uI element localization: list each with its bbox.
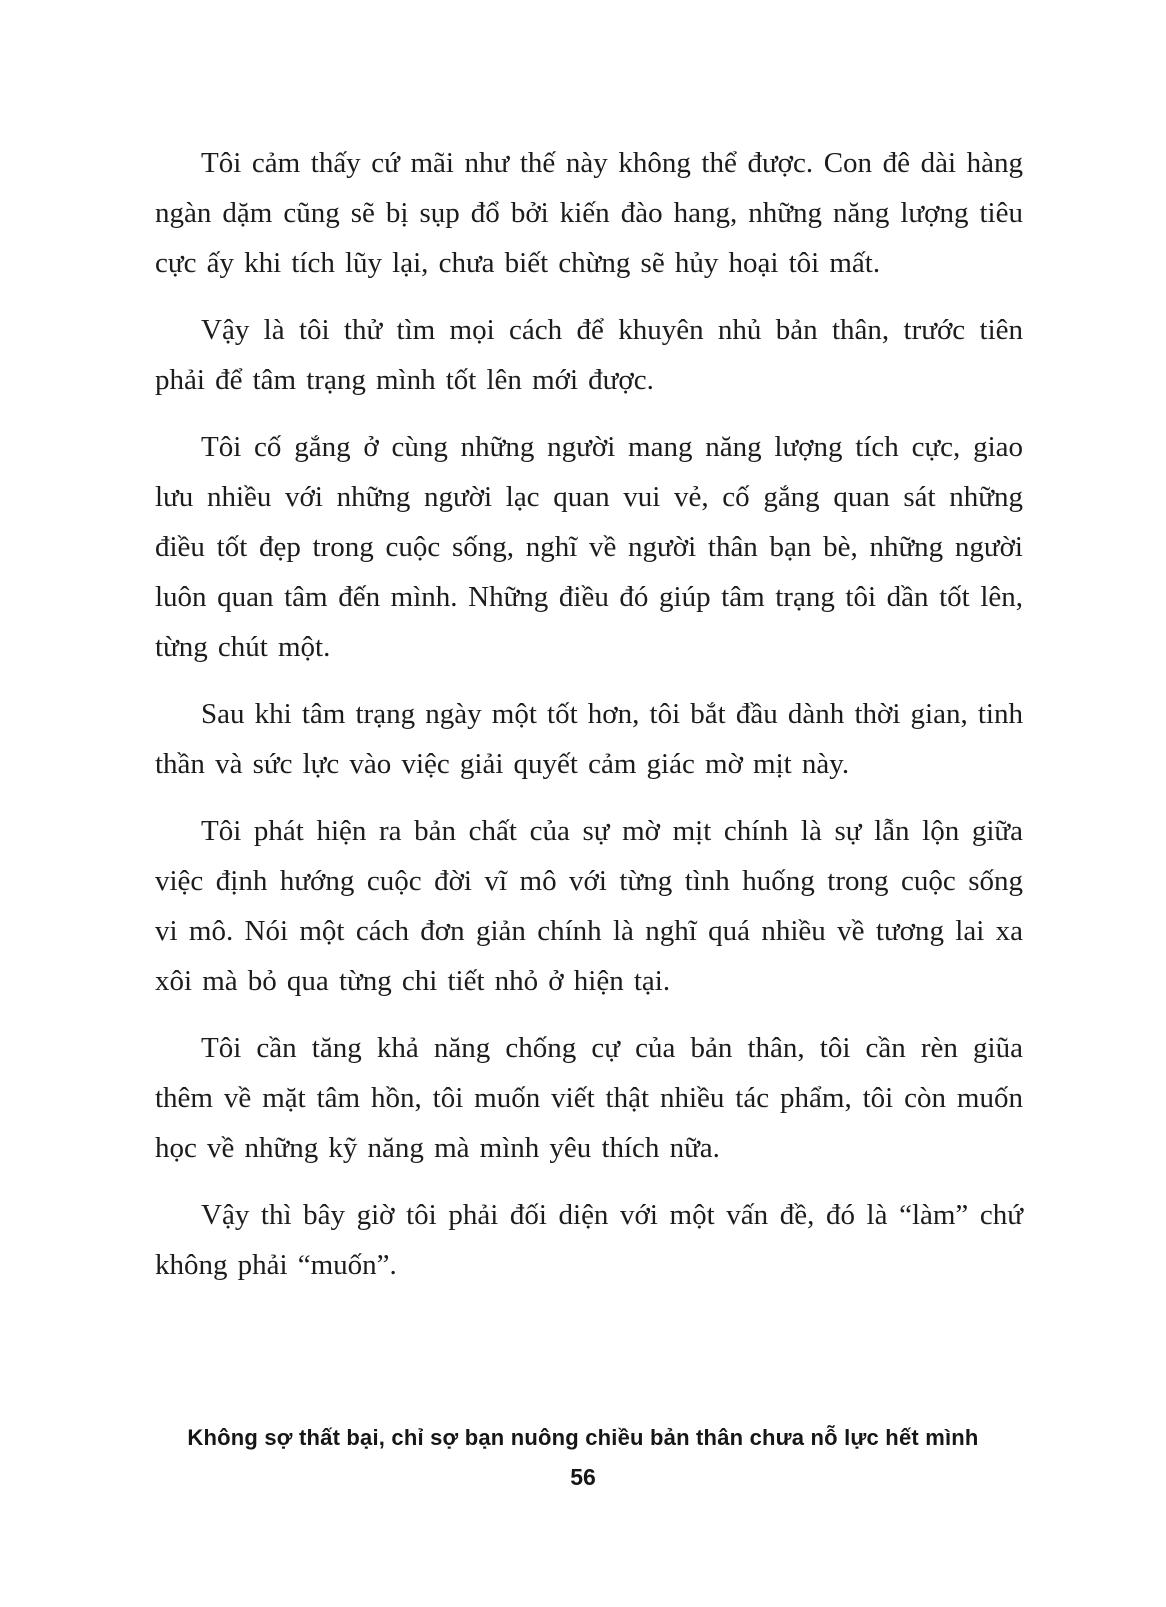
page-number: 56 [570, 1464, 596, 1490]
page-footer [0, 1424, 1166, 1490]
paragraph-4: Sau khi tâm trạng ngày một tốt hơn, tôi bắt đầu dành thời gian, tinh thần và sức lực vào việc giải quyết cảm giác mờ mịt này. [155, 698, 1023, 780]
paragraph-5: Tôi phát hiện ra bản chất của sự mờ mịt chính là sự lẫn lộn giữa việc định hướng cuộc đời vĩ mô với từng tình huống trong cuộc sống vi mô. Nói một cách đơn giản chính là nghĩ quá nhiều về tương lai xa xôi mà bỏ qua từng chi tiết nhỏ ở hiện tại. [155, 815, 1023, 997]
paragraph-3: Tôi cố gắng ở cùng những người mang năng lượng tích cực, giao lưu nhiều với những người lạc quan vui vẻ, cố gắng quan sát những điều tốt đẹp trong cuộc sống, nghĩ về người thân bạn bè, những người luôn quan tâm đến mình. Những điều đó giúp tâm trạng tôi dần tốt lên, từng chút một. [155, 431, 1023, 663]
paragraph-2: Vậy là tôi thử tìm mọi cách để khuyên nhủ bản thân, trước tiên phải để tâm trạng mình tốt lên mới được. [155, 314, 1023, 396]
page-body [155, 138, 1023, 1307]
paragraph-6: Tôi cần tăng khả năng chống cự của bản thân, tôi cần rèn giũa thêm về mặt tâm hồn, tôi muốn viết thật nhiều tác phẩm, tôi còn muốn học về những kỹ năng mà mình yêu thích nữa. [155, 1032, 1023, 1164]
paragraph-7: Vậy thì bây giờ tôi phải đối diện với một vấn đề, đó là “làm” chứ không phải “muốn”. [155, 1199, 1023, 1281]
footer-tagline: Không sợ thất bại, chỉ sợ bạn nuông chiều bản thân chưa nỗ lực hết mình [187, 1425, 979, 1450]
paragraph-1: Tôi cảm thấy cứ mãi như thế này không thể được. Con đê dài hàng ngàn dặm cũng sẽ bị sụp đổ bởi kiến đào hang, những năng lượng tiêu cực ấy khi tích lũy lại, chưa biết chừng sẽ hủy hoại tôi mất. [155, 147, 1023, 279]
